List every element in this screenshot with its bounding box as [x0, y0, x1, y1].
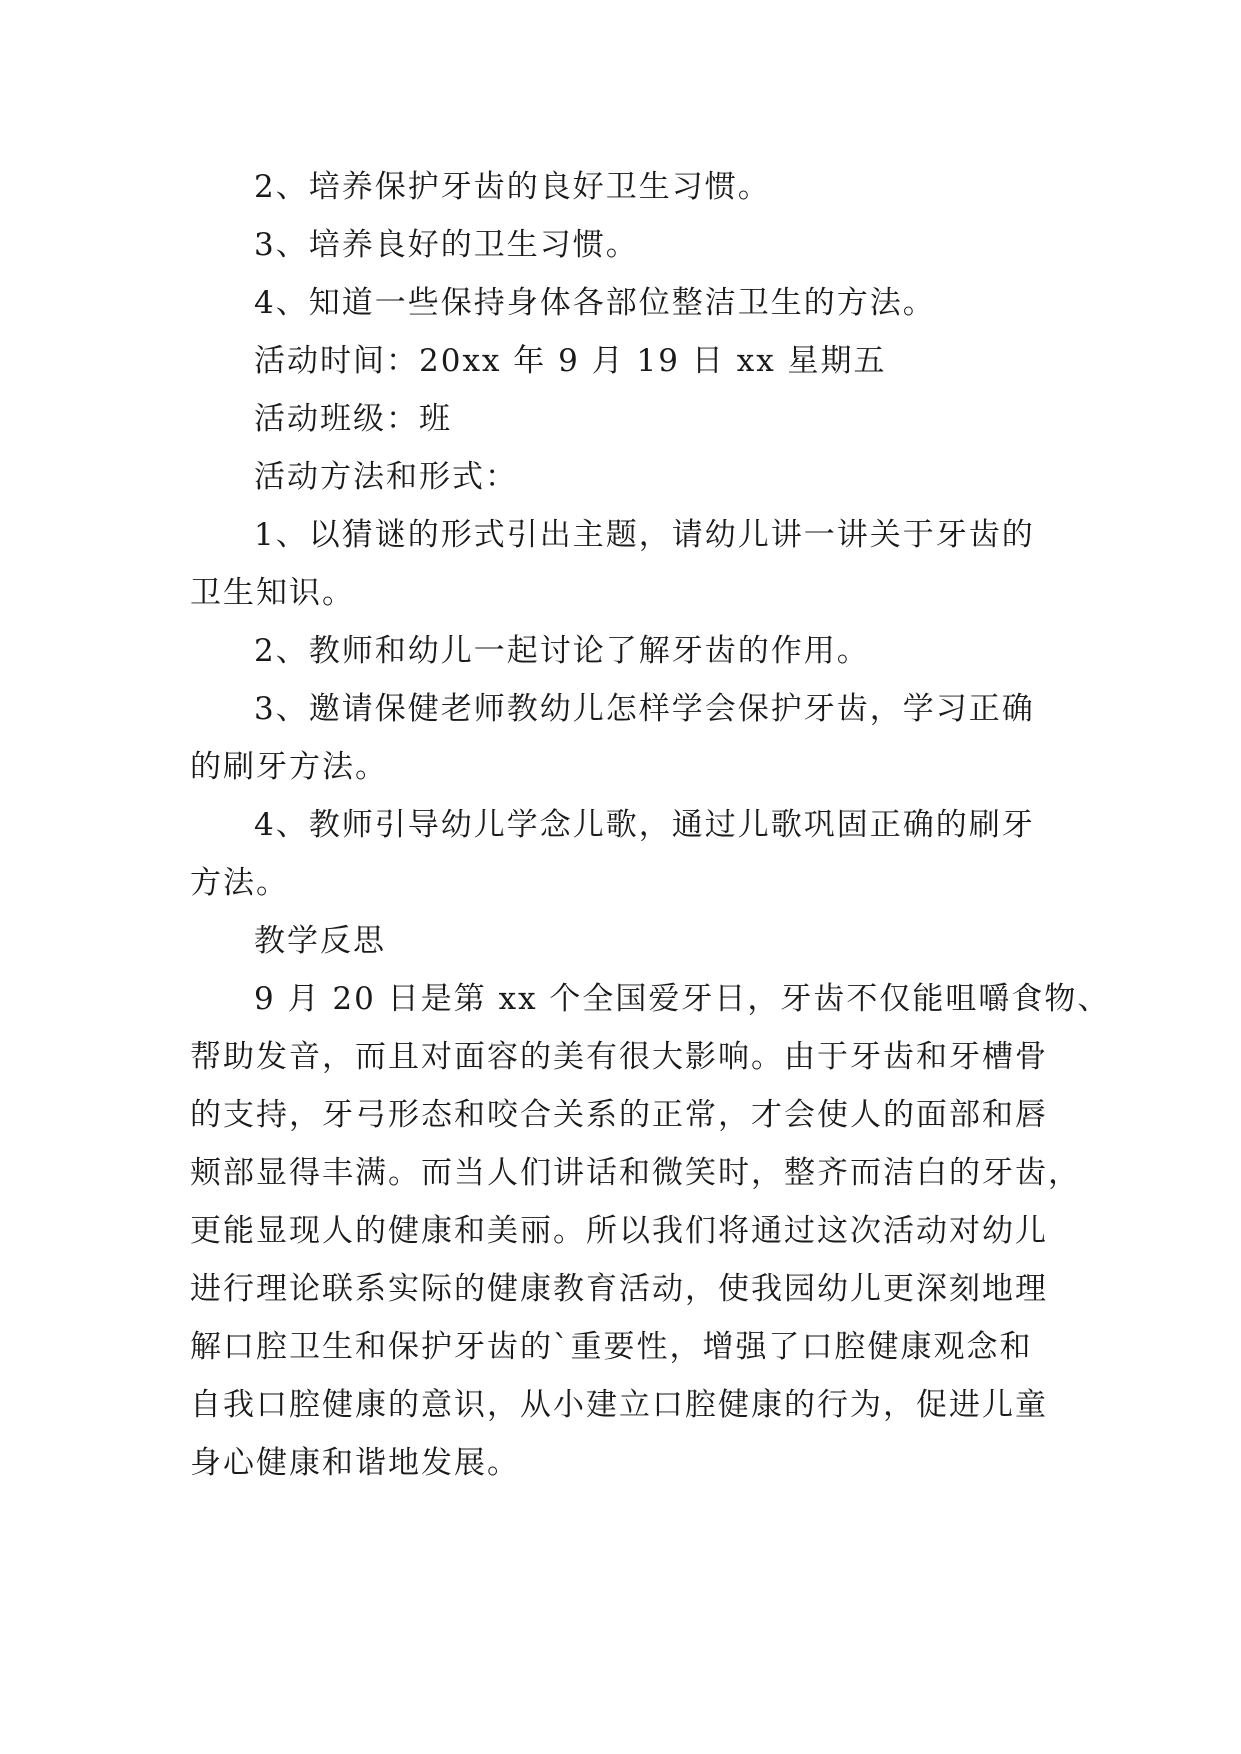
reflection-paragraph-line-9: 身心健康和谐地发展。 [190, 1445, 520, 1481]
goal-2-line: 2、培养保护牙齿的良好卫生习惯。 [254, 169, 771, 205]
reflection-paragraph-line-3: 的支持，牙弓形态和咬合关系的正常，才会使人的面部和唇 [190, 1097, 1048, 1133]
method-4-line-b: 方法。 [190, 865, 289, 901]
reflection-paragraph-line-8: 自我口腔健康的意识，从小建立口腔健康的行为，促进儿童 [190, 1387, 1048, 1423]
reflection-paragraph-line-4: 颊部显得丰满。而当人们讲话和微笑时，整齐而洁白的牙齿， [190, 1155, 1081, 1191]
goal-3-line: 3、培养良好的卫生习惯。 [254, 227, 639, 263]
method-3-line-b: 的刷牙方法。 [190, 749, 388, 785]
activity-method-heading: 活动方法和形式： [254, 459, 518, 495]
reflection-paragraph-line-2: 帮助发音，而且对面容的美有很大影响。由于牙齿和牙槽骨 [190, 1039, 1048, 1075]
reflection-paragraph-line-1: 9 月 20 日是第 xx 个全国爱牙日，牙齿不仅能咀嚼食物、 [254, 981, 1111, 1017]
activity-time-line: 活动时间：20xx 年 9 月 19 日 xx 星期五 [254, 343, 887, 379]
method-1-line-a: 1、以猜谜的形式引出主题，请幼儿讲一讲关于牙齿的 [254, 517, 1035, 553]
reflection-heading: 教学反思 [254, 923, 386, 959]
method-2-line: 2、教师和幼儿一起讨论了解牙齿的作用。 [254, 633, 870, 669]
method-1-line-b: 卫生知识。 [190, 575, 355, 611]
method-4-line-a: 4、教师引导幼儿学念儿歌，通过儿歌巩固正确的刷牙 [254, 807, 1035, 843]
reflection-paragraph-line-5: 更能显现人的健康和美丽。所以我们将通过这次活动对幼儿 [190, 1213, 1048, 1249]
reflection-paragraph-line-7: 解口腔卫生和保护牙齿的`重要性，增强了口腔健康观念和 [190, 1329, 1033, 1365]
method-3-line-a: 3、邀请保健老师教幼儿怎样学会保护牙齿，学习正确 [254, 691, 1035, 727]
reflection-paragraph-line-6: 进行理论联系实际的健康教育活动，使我园幼儿更深刻地理 [190, 1271, 1048, 1307]
goal-4-line: 4、知道一些保持身体各部位整洁卫生的方法。 [254, 285, 936, 321]
document-body [190, 158, 1111, 1492]
activity-class-line: 活动班级：班 [254, 401, 452, 437]
